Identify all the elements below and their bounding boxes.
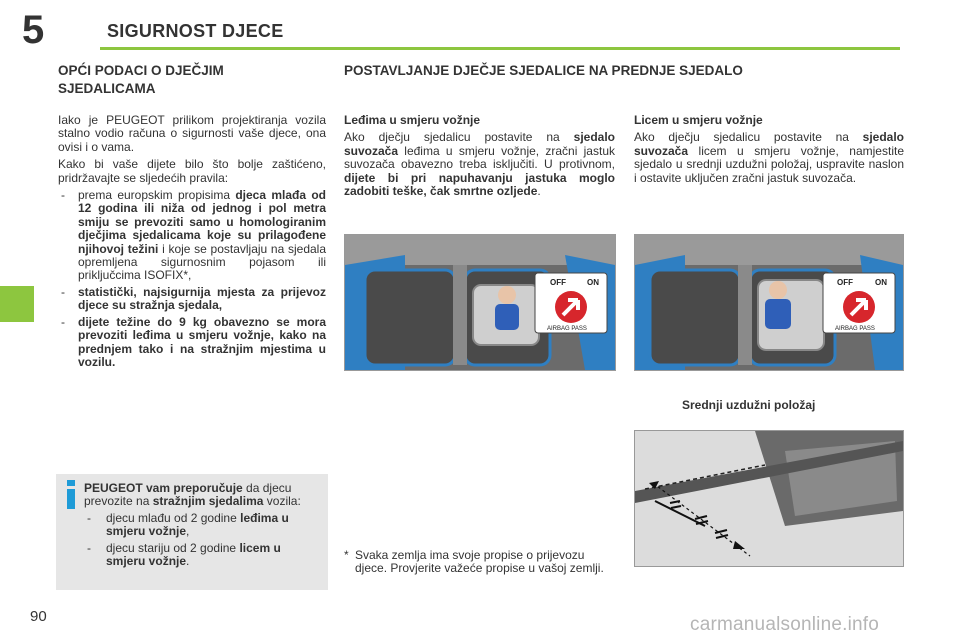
rear-facing-section: Leđima u smjeru vožnje Ako dječju sjedalicu postavite na sjedalo suvozača leđima u smjeru vožnje, zračni jastuk suvozača obavezno treba isključiti. U protivnom, dijete bi pri napuhavanju jastuka moglo zadobiti teške, čak smrtne ozljede.	[344, 113, 615, 199]
intro-paragraph: Iako je PEUGEOT prilikom projektiranja vozila stalno vodio računa o sigurnosti vaše djece, ona ovisi i o vama.	[58, 113, 326, 154]
chapter-side-tab	[0, 286, 34, 322]
header-rule	[100, 47, 900, 50]
list-item: - djecu stariju od 2 godine licem u smjeru vožnje.	[84, 542, 320, 569]
recommendation-info-box	[56, 474, 328, 590]
info-icon	[64, 480, 78, 510]
airbag-off-label: OFF	[837, 278, 853, 287]
airbag-pass-label: AIRBAG PASS	[835, 326, 875, 332]
general-info-body	[58, 114, 326, 372]
list-item: - dijete težine do 9 kg obavezno se mora prevoziti leđima u smjeru vožnje, kako na prednjem tako i na stražnjim mjestima u vozilu.	[58, 316, 326, 370]
forward-facing-section: Licem u smjeru vožnje Ako dječju sjedalicu postavite na sjedalo suvozača licem u smjeru vožnje, namjestite sjedalo u srednji uzdužni položaj, uspravite naslon i ostavite uključen zračni jastuk suvozača.	[634, 113, 904, 185]
list-item: - statistički, najsigurnija mjesta za prijevoz djece su stražnja sjedala,	[58, 286, 326, 313]
country-rules-footnote: * Svaka zemlja ima svoje propise o prijevozu djece. Provjerite važeće propise u vašoj zemlji.	[344, 548, 604, 576]
forward-facing-title: Licem u smjeru vožnje	[634, 113, 763, 127]
front-seat-heading: POSTAVLJANJE DJEČJE SJEDALICE NA PREDNJE SJEDALO	[344, 63, 743, 78]
airbag-pass-label: AIRBAG PASS	[547, 326, 587, 332]
seat-position-caption: Srednji uzdužni položaj	[682, 398, 816, 412]
rear-facing-title: Leđima u smjeru vožnje	[344, 113, 481, 127]
list-item: - prema europskim propisima djeca mlađa od 12 godina ili niža od jednog i pol metra smiju se prevoziti samo u homologiranim dječjima sjedalicama koje su prilagođene njihovoj težini i koje se postavljaju na sjedala opremljena sigurnosnim pojasom ili priključcima ISOFIX*,	[58, 189, 326, 283]
rules-intro-paragraph: Kako bi vaše dijete bilo što bolje zaštićeno, pridržavajte se sljedećih pravila:	[58, 157, 326, 185]
page-number: 90	[30, 608, 47, 625]
airbag-off-label: OFF	[550, 278, 566, 287]
chapter-number: 5	[22, 8, 45, 52]
airbag-on-label: ON	[875, 278, 887, 287]
airbag-on-label: ON	[587, 278, 599, 287]
recommendation-text: PEUGEOT vam preporučuje da djecu prevozite na stražnjim sjedalima vozila: - djecu mlađu od 2 godine leđima u smjeru vožnje, - djecu stariju od 2 godine licem u smjeru vožnje.	[84, 482, 320, 571]
general-info-heading: OPĆI PODACI O DJEČJIM SJEDALICAMA	[58, 63, 224, 96]
rear-facing-seat-illustration	[344, 234, 616, 371]
seat-position-illustration	[634, 430, 904, 567]
list-item: - djecu mlađu od 2 godine leđima u smjeru vožnje,	[84, 512, 320, 539]
forward-facing-seat-illustration	[634, 234, 904, 371]
chapter-title: SIGURNOST DJECE	[107, 21, 284, 41]
rules-list	[58, 189, 326, 369]
watermark: carmanualsonline.info	[690, 614, 880, 635]
